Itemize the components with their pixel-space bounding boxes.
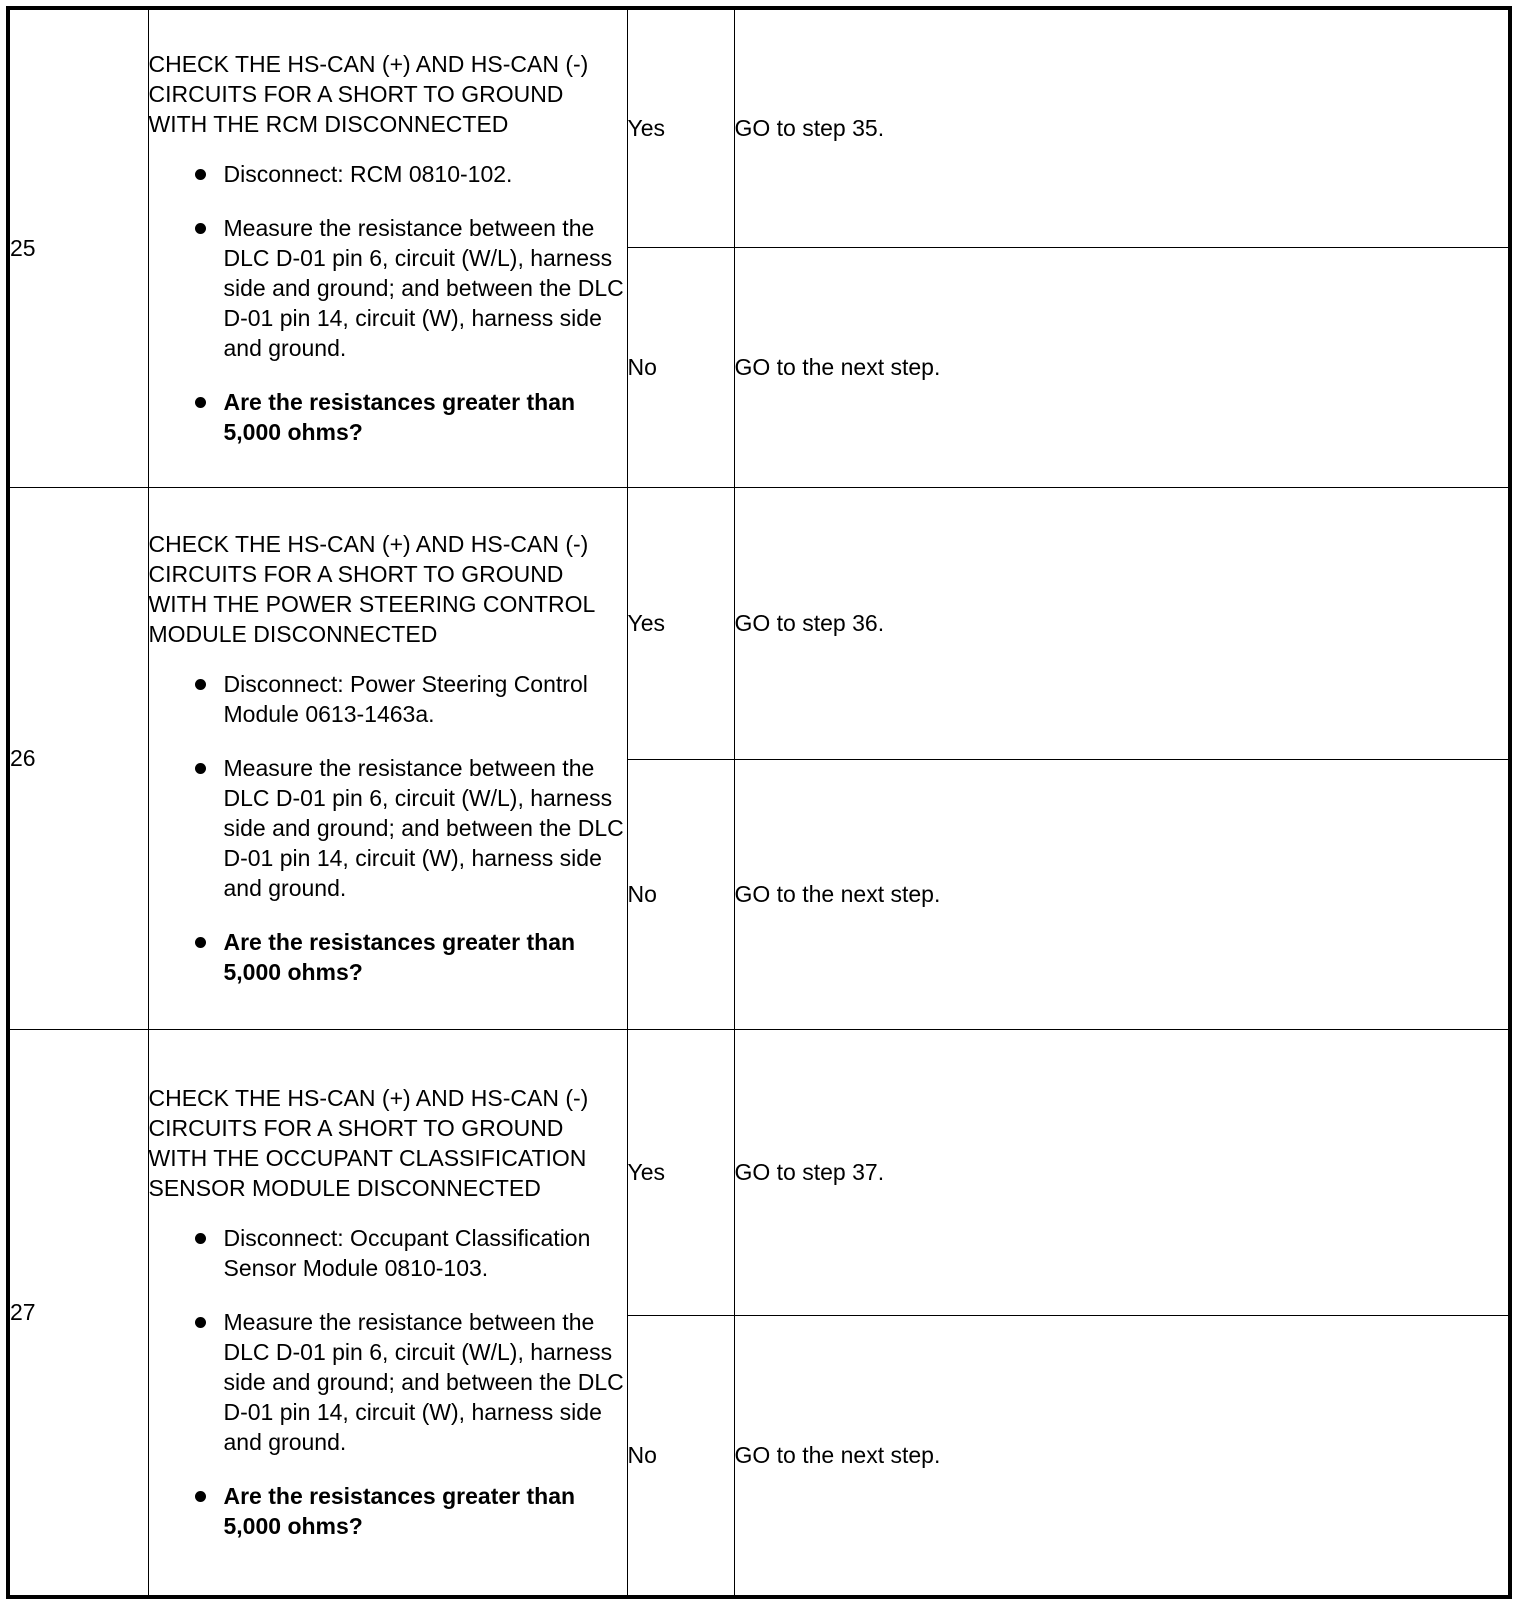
step-action-cell bbox=[148, 8, 627, 487]
action-text: Disconnect: Power Steering Control Module 0613-1463a. bbox=[223, 671, 588, 727]
action-list bbox=[149, 669, 627, 987]
answer-yes: Yes bbox=[627, 8, 734, 247]
answer-no: No bbox=[627, 1315, 734, 1597]
step-action-cell bbox=[148, 487, 627, 1029]
result-yes: GO to step 36. bbox=[734, 487, 1510, 759]
step-number: 27 bbox=[8, 1029, 148, 1597]
bullet-icon bbox=[195, 1491, 206, 1502]
list-item bbox=[193, 753, 627, 903]
list-item bbox=[193, 213, 627, 363]
step-number: 26 bbox=[8, 487, 148, 1029]
answer-no: No bbox=[627, 759, 734, 1029]
action-text: Measure the resistance between the DLC D-01 pin 6, circuit (W/L), harness side and ground; and between the DLC D-01 pin 14, circuit (W), harness side and ground. bbox=[223, 215, 624, 362]
step-heading: CHECK THE HS-CAN (+) AND HS-CAN (-) CIRCUITS FOR A SHORT TO GROUND WITH THE RCM DISCONNECTED bbox=[148, 51, 589, 138]
list-item bbox=[193, 927, 627, 987]
diagnostic-table bbox=[6, 6, 1512, 1599]
bullet-icon bbox=[195, 397, 206, 408]
action-text: Measure the resistance between the DLC D-01 pin 6, circuit (W/L), harness side and ground; and between the DLC D-01 pin 14, circuit (W), harness side and ground. bbox=[223, 1309, 624, 1456]
bullet-icon bbox=[195, 763, 206, 774]
list-item bbox=[193, 387, 627, 447]
result-no: GO to the next step. bbox=[734, 1315, 1510, 1597]
step-number: 25 bbox=[8, 8, 148, 487]
step-heading: CHECK THE HS-CAN (+) AND HS-CAN (-) CIRCUITS FOR A SHORT TO GROUND WITH THE OCCUPANT CLASSIFICATION SENSOR MODULE DISCONNECTED bbox=[148, 1085, 589, 1202]
bullet-icon bbox=[195, 223, 206, 234]
step-question: Are the resistances greater than 5,000 ohms? bbox=[223, 929, 576, 985]
action-text: Disconnect: RCM 0810-102. bbox=[223, 161, 513, 188]
table-row bbox=[8, 1029, 1510, 1315]
action-text: Disconnect: Occupant Classification Sensor Module 0810-103. bbox=[223, 1225, 591, 1282]
table-row bbox=[8, 8, 1510, 247]
list-item bbox=[193, 159, 627, 189]
answer-yes: Yes bbox=[627, 1029, 734, 1315]
step-question: Are the resistances greater than 5,000 ohms? bbox=[223, 1483, 576, 1540]
result-yes: GO to step 37. bbox=[734, 1029, 1510, 1315]
step-question: Are the resistances greater than 5,000 ohms? bbox=[223, 389, 576, 446]
result-yes: GO to step 35. bbox=[734, 8, 1510, 247]
step-heading: CHECK THE HS-CAN (+) AND HS-CAN (-) CIRCUITS FOR A SHORT TO GROUND WITH THE POWER STEERING CONTROL MODULE DISCONNECTED bbox=[148, 531, 595, 647]
bullet-icon bbox=[195, 1317, 206, 1328]
answer-no: No bbox=[627, 247, 734, 487]
list-item bbox=[193, 669, 627, 729]
list-item bbox=[193, 1307, 627, 1457]
result-no: GO to the next step. bbox=[734, 247, 1510, 487]
step-action-cell bbox=[148, 1029, 627, 1597]
bullet-icon bbox=[195, 1233, 206, 1244]
action-list bbox=[149, 159, 627, 447]
action-text: Measure the resistance between the DLC D-01 pin 6, circuit (W/L), harness side and ground; and between the DLC D-01 pin 14, circuit (W), harness side and ground. bbox=[223, 755, 624, 901]
list-item bbox=[193, 1481, 627, 1541]
action-list bbox=[149, 1223, 627, 1541]
table-row bbox=[8, 487, 1510, 759]
result-no: GO to the next step. bbox=[734, 759, 1510, 1029]
bullet-icon bbox=[195, 937, 206, 948]
list-item bbox=[193, 1223, 627, 1283]
answer-yes: Yes bbox=[627, 487, 734, 759]
bullet-icon bbox=[195, 679, 206, 690]
bullet-icon bbox=[195, 169, 206, 180]
